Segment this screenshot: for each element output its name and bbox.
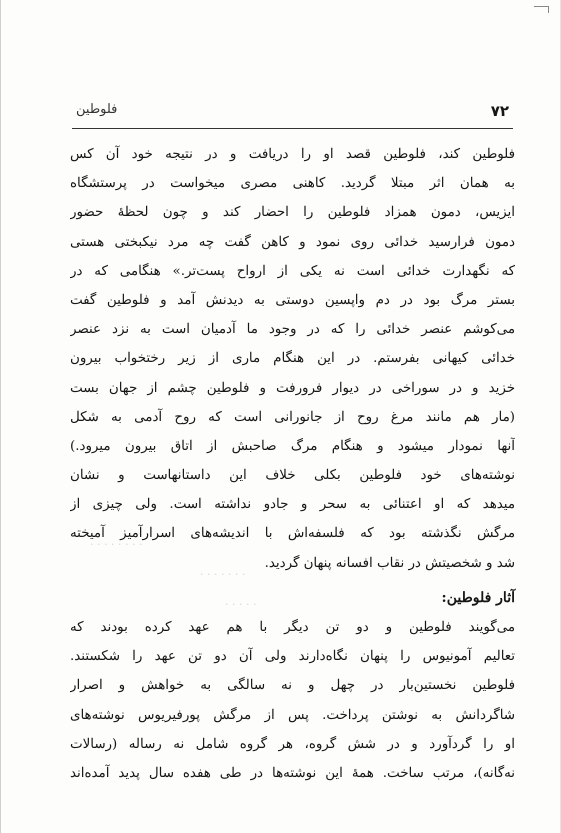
text-line: خزید و در سوراخی در دیوار فرورفت و فلوطین چشم از جهان بست bbox=[70, 380, 515, 396]
paragraph-3 bbox=[70, 613, 515, 788]
text-line: تعالیم آمونیوس را پنهان نگاه‌دارند ولی آن دو تن عهد را شکستند. bbox=[70, 649, 515, 665]
text-line: نه‌گانه)، مرتب ساخت. همهٔ این نوشته‌ها در طی هفده سال پدید آمده‌اند bbox=[70, 765, 515, 781]
text-line: شاگردانش به نوشتن پرداخت. پس از مرگش پورفیریوس نوشته‌های bbox=[70, 707, 515, 723]
text-line: می‌گویند فلوطین و دو تن دیگر با هم عهد کرده بودند که bbox=[70, 620, 515, 635]
text-line: او را گردآورد و در شش گروه، هر گروه شامل نه رساله (رسالات bbox=[70, 736, 515, 752]
text-line: نوشته‌های خود فلوطین بکلی خلاف این داستانهاست و نشان bbox=[70, 468, 515, 484]
text-line: خدائی کیهانی بفرستم. در این هنگام ماری از زیر رختخواب بیرون bbox=[70, 351, 515, 367]
text-line: ایزیس، دمون همزاد فلوطین را احضار کند و چون لحظهٔ حضور bbox=[70, 205, 515, 221]
text-line: دمون فرارسید خدائی روی نمود و کاهن گفت چه مرد نیکبختی هستی bbox=[70, 234, 515, 250]
text-line: فلوطین نخستین‌بار در چهل و نه سالگی به خواهش و اصرار bbox=[70, 678, 515, 694]
text-line: شد و شخصیتش در نقاب افسانه پنهان گردید. bbox=[264, 555, 515, 571]
text-line: که نگهدارت خدائی است نه یکی از ارواح پست‌تر.» هنگامی که در bbox=[70, 263, 515, 279]
text-line: میدهد که او اعتنائی به سحر و جادو نداشته است. ولی چیزی از bbox=[70, 497, 515, 513]
text-line: (مار هم مانند مرغ روح از جانورانی است که روح آدمی به شکل bbox=[70, 409, 515, 425]
running-head bbox=[70, 100, 515, 128]
paragraph-2 bbox=[70, 461, 515, 578]
page-number: ٧٢ bbox=[490, 102, 509, 120]
text-line: مرگش نگذشته بود که فلسفه‌اش با اندیشه‌های اسرارآمیز آمیخته bbox=[70, 526, 515, 542]
running-title: فلوطین bbox=[76, 102, 118, 117]
show-through-smudge: · · · · · bbox=[225, 598, 257, 611]
body-text bbox=[70, 140, 515, 788]
show-through-smudge: · · · · · · · bbox=[200, 568, 246, 581]
paragraph-1 bbox=[70, 140, 515, 461]
show-through-smudge: · · · · · · · · bbox=[90, 538, 143, 551]
page-corner-mark bbox=[534, 6, 549, 13]
text-line: می‌کوشم عنصر خدائی را که در وجود ما آدمیان است به نزد عنصر bbox=[70, 322, 515, 338]
text-line: بستر مرگ بود در دم واپسین دوستی به دیدنش آمد و فلوطین گفت bbox=[70, 292, 515, 308]
text-line: به همان اثر مبتلا گردید. کاهنی مصری میخواست در پرستشگاه bbox=[70, 176, 515, 192]
section-heading: آثار فلوطین: bbox=[441, 589, 515, 606]
text-line: فلوطین کند، فلوطین قصد او را دریافت و در نتیجه خود آن کس bbox=[70, 147, 515, 162]
header-rule bbox=[72, 128, 513, 129]
text-line: آنها نمودار میشود و هنگام مرگ صاحبش از اتاق بیرون میرود.) bbox=[70, 438, 515, 454]
